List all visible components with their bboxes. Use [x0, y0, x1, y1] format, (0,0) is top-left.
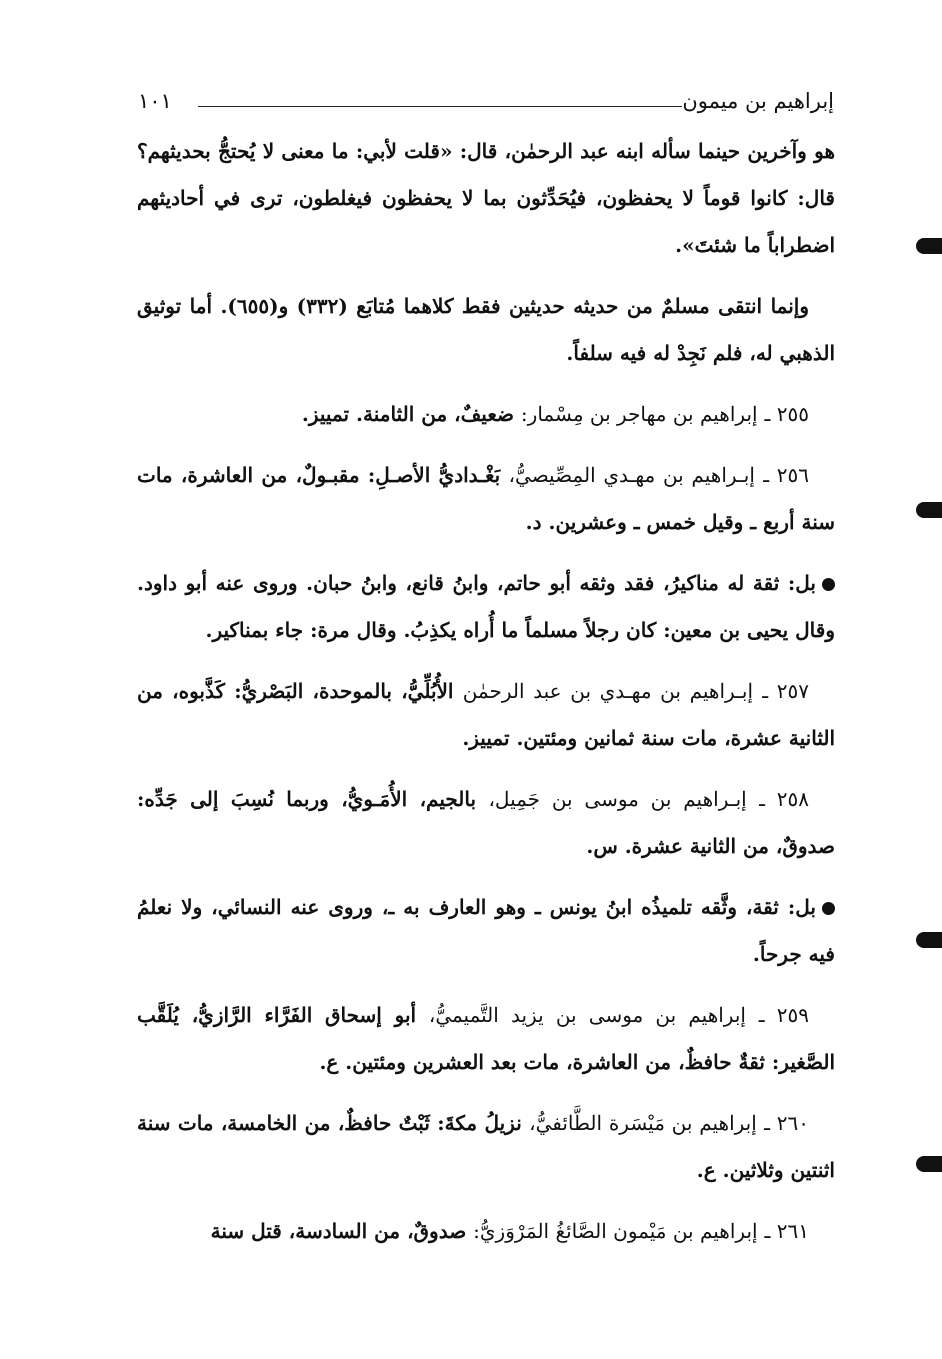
entry-number: ٢٦١ ـ	[764, 1219, 809, 1243]
paragraph-text: هو وآخرين حينما سأله ابنه عبد الرحمٰن، قال: «قلت لأبي: ما معنى لا يُحتجُّ بحديثهم؟ قال: كانوا قوماً لا يحفظون، فيُحَدِّثون بما لا يحفظون فيغلطون، ترى في أحاديثهم اضطراباً ما شئتَ».	[137, 139, 835, 257]
entry-name: إبـراهيم بن مهـدي المِصِّيصيُّ،	[508, 463, 755, 487]
running-title: إبراهيم بن ميمون	[682, 89, 834, 113]
entry-number: ٢٥٦ ـ	[763, 463, 810, 487]
page-edge-mark	[916, 238, 942, 254]
entry-text: بالجيم، الأُمَـويُّ، وربما نُسِبَ إلى جَدِّه: صدوقٌ، من الثانية عشرة. س.	[137, 787, 835, 858]
entry-text: الأُبُلِّيُّ، بالموحدة، البَصْريُّ: كَذَّبوه، من الثانية عشرة، مات سنة ثمانين ومئتين. تمييز.	[137, 679, 835, 750]
comment-256	[137, 560, 835, 654]
entry-number: ٢٥٥ ـ	[764, 402, 809, 426]
entry-number: ٢٥٧ ـ	[762, 679, 809, 703]
entry-258	[137, 776, 835, 870]
comment-lead: بل:	[787, 571, 816, 595]
entry-text: نزيلُ مكةَ: ثَبْتٌ حافظٌ، من الخامسة، مات سنة اثنتين وثلاثين. ع.	[137, 1111, 835, 1182]
bullet-icon	[822, 578, 835, 591]
page-header	[138, 84, 834, 118]
paragraph-note	[137, 283, 835, 377]
comment-text: ثقة له مناكيرُ، فقد وثقه أبو حاتم، وابنُ قانع، وابنُ حبان. وروى عنه أبو داود. وقال يحيى بن معين: كان رجلاً مسلماً ما أُراه يكذِبُ. وقال مرة: جاء بمناكير.	[137, 571, 835, 642]
paragraph-text: وإنما انتقى مسلمٌ من حديثه حديثين فقط كلاهما مُتابَع (٣٣٢) و(٦٥٥). أما توثيق الذهبي له، فلم نَجِدْ له فيه سلفاً.	[137, 294, 835, 365]
entry-name: إبراهيم بن مهاجر بن مِسْمار:	[520, 402, 758, 426]
entry-256	[137, 452, 835, 546]
page-edge-mark	[916, 1156, 942, 1172]
bullet-icon	[822, 902, 835, 915]
entry-number: ٢٦٠ ـ	[764, 1111, 810, 1135]
entry-261	[137, 1208, 835, 1255]
entry-number: ٢٥٨ ـ	[759, 787, 810, 811]
entry-name: إبراهيم بن موسى بن يزيد التَّميميُّ،	[428, 1003, 746, 1027]
page-body	[137, 128, 835, 1269]
entry-name: إبـراهيم بن مهـدي بن عبد الرحمٰن	[462, 679, 754, 703]
entry-name: إبراهيم بن مَيْمون الصَّائغُ المَرْوَزيُّ:	[473, 1219, 758, 1243]
paragraph-continuation	[137, 128, 835, 269]
entry-text: صدوقٌ، من السادسة، قتل سنة	[210, 1219, 467, 1243]
comment-lead: بل:	[787, 895, 817, 919]
entry-257	[137, 668, 835, 762]
entry-text: أبو إسحاق الفَرَّاء الرَّازيُّ، يُلَقَّب الصَّغير: ثقةٌ حافظٌ، من العاشرة، مات بعد العشرين ومئتين. ع.	[137, 1003, 835, 1074]
comment-text: ثقة، وثَّقه تلميذُه ابنُ يونس ـ وهو العارف به ـ، وروى عنه النسائي، ولا نعلمُ فيه جرحاً.	[137, 895, 835, 966]
entry-name: إبراهيم بن مَيْسَرة الطَّائفيُّ،	[529, 1111, 757, 1135]
entry-text: بَغْـداديُّ الأصـلِ: مقبـولٌ، من العاشرة، مات سنة أربع ـ وقيل خمس ـ وعشرين. د.	[137, 463, 835, 534]
entry-number: ٢٥٩ ـ	[758, 1003, 810, 1027]
entry-259	[137, 992, 835, 1086]
page-edge-mark	[916, 502, 942, 518]
entry-255	[137, 391, 835, 438]
entry-text: ضعيفٌ، من الثامنة. تمييز.	[301, 402, 514, 426]
header-rule	[198, 106, 682, 107]
entry-260	[137, 1100, 835, 1194]
page-edge-mark	[916, 932, 942, 948]
entry-name: إبـراهيم بن موسى بن جَمِيل،	[488, 787, 747, 811]
page-number: ١٠١	[138, 89, 172, 113]
comment-258	[137, 884, 835, 978]
